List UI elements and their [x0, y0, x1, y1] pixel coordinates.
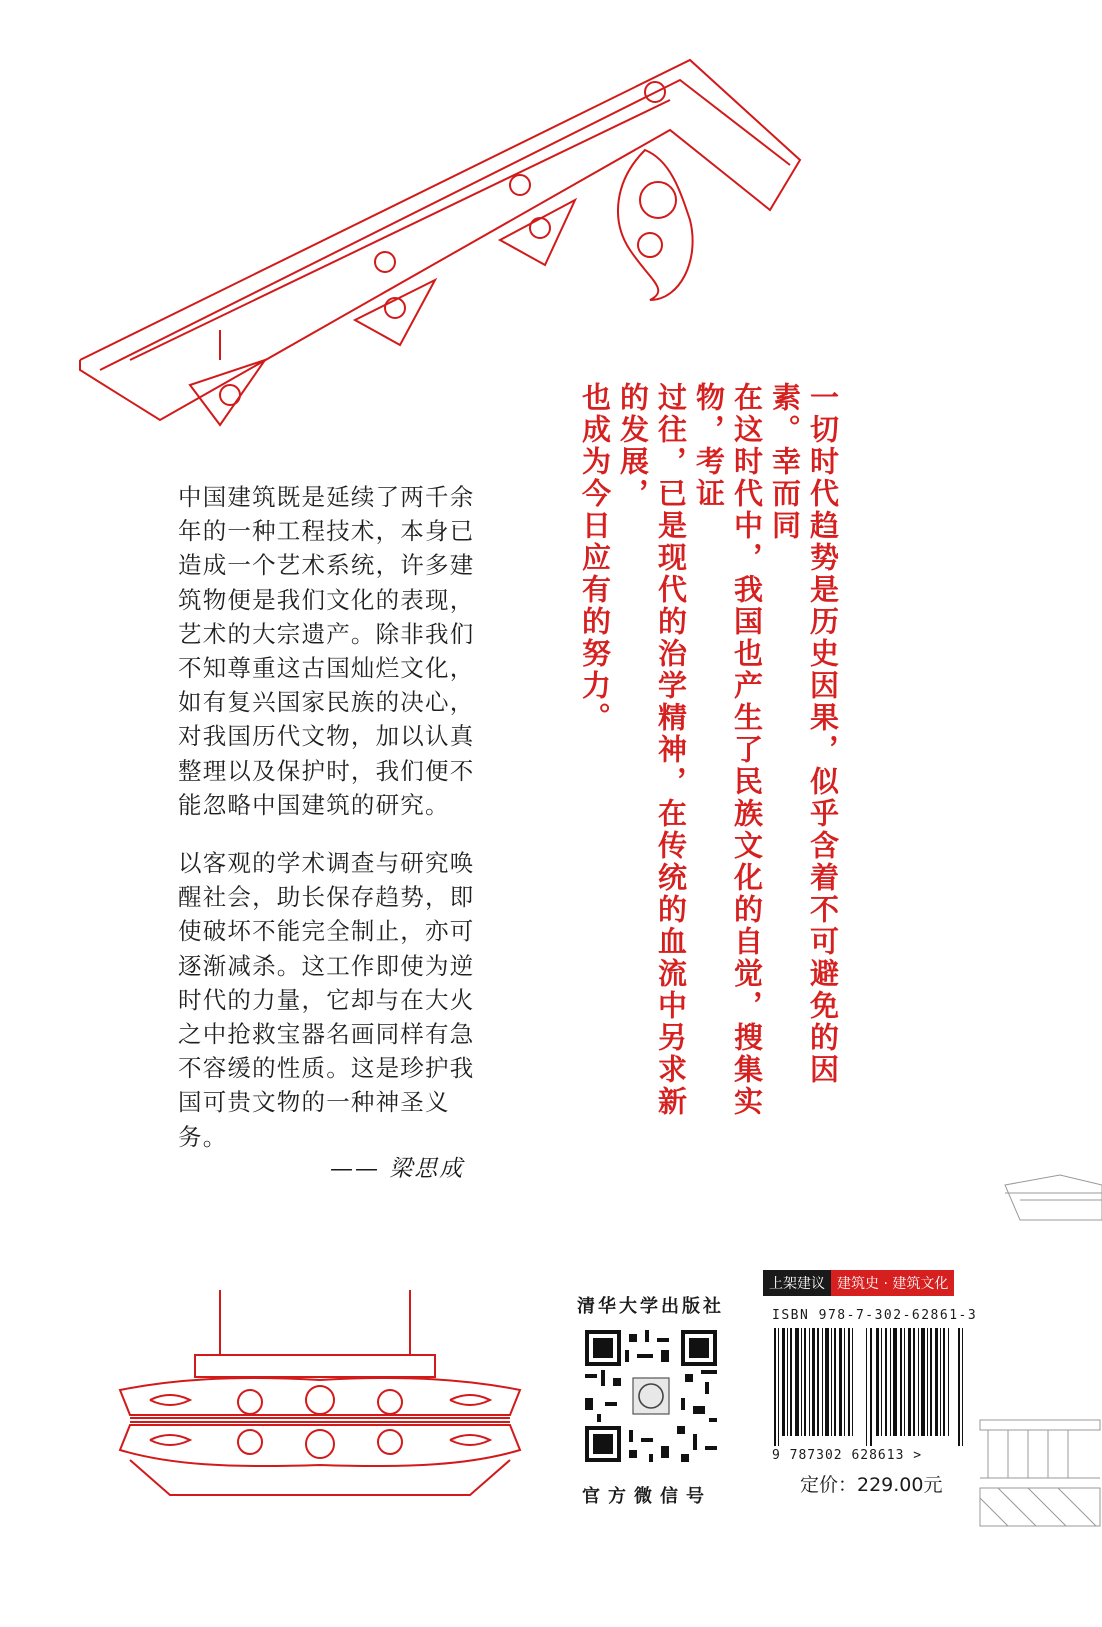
vertical-quote — [576, 382, 842, 1142]
column-base-illustration — [110, 1290, 530, 1520]
pavilion-sketch-top — [1000, 1165, 1102, 1225]
quote-line-2: 在这时代中，我国也产生了民族文化的自觉，搜集实物，考证 — [692, 382, 764, 1118]
price: 定价：229.00元 — [800, 1474, 943, 1496]
shelf-label: 上架建议 — [763, 1270, 831, 1296]
publisher-name: 清华大学出版社 — [577, 1296, 724, 1317]
qr-caption: 官方微信号 — [582, 1486, 712, 1507]
barcode — [772, 1328, 972, 1446]
wechat-qr-code[interactable] — [585, 1330, 717, 1462]
barcode-digits: 9 787302 628613 > — [772, 1448, 923, 1463]
quote-line-3: 过往，已是现代的治学精神，在传统的血流中另求新的发展， — [616, 382, 688, 1118]
isbn-text: ISBN 978-7-302-62861-3 — [772, 1308, 978, 1323]
intro-paragraph: 中国建筑既是延续了两千余年的一种工程技术，本身已造成一个艺术系统，许多建筑物便是我们文化的表现，艺术的大宗遗产。除非我们不知尊重这古国灿烂文化，如有复兴国家民族的决心，对我国历代文物，加以认真整理以及保护时，我们便不能忽略中国建筑的研究。 — [178, 483, 475, 819]
shelf-category: 建筑史 · 建筑文化 — [831, 1270, 954, 1296]
railing-sketch — [978, 1418, 1102, 1528]
shelf-recommendation — [763, 1270, 954, 1296]
quote-line-4: 也成为今日应有的努力。 — [578, 382, 612, 734]
roof-eave-illustration — [70, 40, 830, 440]
quote-line-1: 一切时代趋势是历史因果，似乎含着不可避免的因素。幸而同 — [768, 382, 840, 1086]
second-paragraph: 以客观的学术调查与研究唤醒社会，助长保存趋势，即使破坏不能完全制止，亦可逐渐减杀。这工作即使为逆时代的力量，它却与在大火之中抢救宝器名画同样有急不容缓的性质。这是珍护我国可贵文物的一种神圣义务。 — [178, 849, 475, 1151]
author-signature: —— 梁思成 — [330, 1156, 465, 1182]
